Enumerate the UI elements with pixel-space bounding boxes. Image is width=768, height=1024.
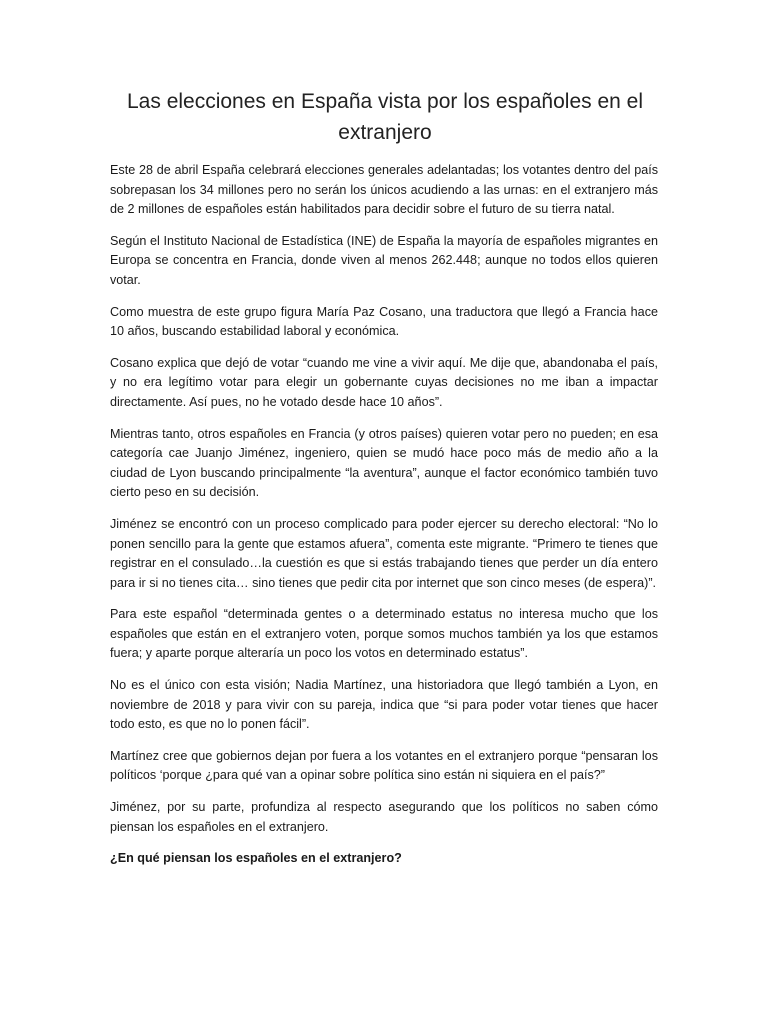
paragraph-1: Este 28 de abril España celebrará elecciones generales adelantadas; los votantes dentro del país sobrepasan los 34 millones pero no serán los únicos acudiendo a las urnas: en el extranjero más de 2 millones de españoles están habilitados para decidir sobre el futuro de su tierra natal.	[110, 163, 658, 217]
paragraph-9: Martínez cree que gobiernos dejan por fuera a los votantes en el extranjero porque “pensaran los políticos ‘porque ¿para qué van a opinar sobre política sino están ni siquiera en el país?”	[110, 748, 658, 783]
paragraph-2: Según el Instituto Nacional de Estadística (INE) de España la mayoría de españoles migrantes en Europa se concentra en Francia, donde viven al menos 262.448; aunque no todos ellos quieren votar.	[110, 233, 658, 287]
paragraph-8: No es el único con esta visión; Nadia Martínez, una historiadora que llegó también a Lyon, en noviembre de 2018 y para vivir con su pareja, indica que “si para poder votar tienes que hacer todo esto, es que no lo ponen fácil”.	[110, 678, 658, 732]
paragraph-6: Jiménez se encontró con un proceso complicado para poder ejercer su derecho electoral: “No lo ponen sencillo para la gente que estamos afuera”, comenta este migrante. “Primero te tienes que registrar en el consulado…la cuestión es que si estás trabajando tienes que perder un día entero para ir si no tienes cita… sino tienes que pedir cita por internet que son cinco meses (de espera)”.	[110, 516, 658, 590]
section-subheading: ¿En qué piensan los españoles en el extranjero?	[110, 851, 402, 866]
paragraph-7: Para este español “determinada gentes o a determinado estatus no interesa mucho que los españoles que están en el extranjero voten, porque somos muchos también ya los que estamos fuera; y aparte porque alteraría un poco los votos en determinado estatus”.	[110, 607, 658, 661]
paragraph-3: Como muestra de este grupo figura María Paz Cosano, una traductora que llegó a Francia hace 10 años, buscando estabilidad laboral y económica.	[110, 304, 658, 339]
paragraph-10: Jiménez, por su parte, profundiza al respecto asegurando que los políticos no saben cómo piensan los españoles en el extranjero.	[110, 800, 658, 834]
document-body	[110, 161, 658, 869]
paragraph-5: Mientras tanto, otros españoles en Francia (y otros países) quieren votar pero no pueden; en esa categoría cae Juanjo Jiménez, ingeniero, quien se mudó hace poco más de medio año a la ciudad de Lyon buscando principalmente “la aventura”, aunque el factor económico también tuvo cierto peso en su decisión.	[110, 426, 658, 500]
document-title: Las elecciones en España vista por los españoles en el extranjero	[127, 90, 643, 144]
paragraph-4: Cosano explica que dejó de votar “cuando me vine a vivir aquí. Me dije que, abandonaba el país, y no era legítimo votar para elegir un gobernante cuyas decisiones no me iban a impactar directamente. Así pues, no he votado desde hace 10 años”.	[110, 355, 658, 409]
